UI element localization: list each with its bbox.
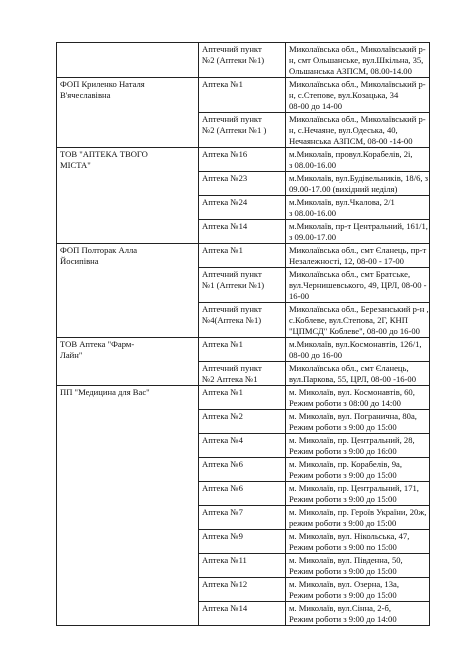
address-hours-cell-line: м.Миколаїв, провул.Корабелів, 2і, <box>289 149 413 159</box>
pharmacy-point-cell-line: Аптека №1 <box>202 245 243 255</box>
address-hours-cell-line: м. Миколаїв, пр. Центральний, 28, <box>289 435 415 445</box>
address-hours-cell-line: м. Миколаїв, вул. Південна, 50, <box>289 555 403 565</box>
address-hours-cell <box>286 554 430 578</box>
pharmacy-point-cell <box>199 386 286 410</box>
address-hours-cell-line: Режим роботи з 9:00 до 14:00 <box>289 614 397 624</box>
table-row <box>57 78 430 113</box>
pharmacy-point-cell-line: Аптечний пункт <box>202 363 262 373</box>
pharmacy-point-cell-line: Аптека №16 <box>202 149 248 159</box>
table-row <box>57 244 430 268</box>
address-hours-cell-line: Миколаївська обл., смт Єланець, пр-т <box>289 245 427 255</box>
address-hours-cell <box>286 362 430 386</box>
address-hours-cell <box>286 386 430 410</box>
pharmacy-point-cell-line: №2 (Аптеки №1 ) <box>202 125 267 135</box>
address-hours-cell-line: Режим роботи з 08:00 до 14:00 <box>289 398 401 408</box>
pharmacy-point-cell-line: Аптека №14 <box>202 603 248 613</box>
pharmacy-point-cell-line: Аптечний пункт <box>202 114 262 124</box>
organization-cell-line: ФОП Полторак Алла <box>60 245 138 255</box>
pharmacy-point-cell-line: Аптечний пункт <box>202 269 262 279</box>
address-hours-cell-line: Ольшанська АЗПСМ, 08.00-14.00 <box>289 66 412 76</box>
address-hours-cell-line: вул.Чернишевського, 49, ЦРЛ, 08-00 - <box>289 280 427 290</box>
pharmacy-point-cell <box>199 578 286 602</box>
address-hours-cell-line: з 08.00-16.00 <box>289 160 337 170</box>
pharmacy-point-cell-line: Аптечний пункт <box>202 44 262 54</box>
address-hours-cell-line: н, смт Ольшанське, вул.Шкільна, 35, <box>289 55 424 65</box>
organization-cell <box>57 78 199 148</box>
pharmacy-table-body <box>57 43 430 626</box>
pharmacy-point-cell-line: Аптека №14 <box>202 221 248 231</box>
address-hours-cell-line: м. Миколаїв, вул. Озерна, 13а, <box>289 579 399 589</box>
pharmacy-point-cell-line: Аптека №6 <box>202 483 243 493</box>
address-hours-cell <box>286 578 430 602</box>
address-hours-cell-line: м. Миколаїв, вул. Погранична, 80а, <box>289 411 417 421</box>
organization-cell-line: ФОП Криленко Наталя <box>60 79 145 89</box>
pharmacy-point-cell-line: Аптека №23 <box>202 173 248 183</box>
pharmacy-point-cell-line: Аптека №9 <box>202 531 243 541</box>
address-hours-cell <box>286 43 430 78</box>
table-row <box>57 338 430 362</box>
pharmacy-point-cell <box>199 148 286 172</box>
pharmacy-point-cell-line: Аптека №1 <box>202 387 243 397</box>
table-row <box>57 43 430 78</box>
pharmacy-point-cell <box>199 506 286 530</box>
organization-cell <box>57 338 199 386</box>
address-hours-cell-line: Режим роботи з 9:00 до 15:00 <box>289 566 397 576</box>
address-hours-cell-line: режим роботи з 9:00 до 15:00 <box>289 518 397 528</box>
organization-cell <box>57 148 199 244</box>
pharmacy-table <box>56 42 430 626</box>
address-hours-cell <box>286 220 430 244</box>
organization-cell <box>57 386 199 626</box>
organization-cell-line: ТОВ "АПТЕКА ТВОГО <box>60 149 148 159</box>
pharmacy-point-cell-line: Аптека №24 <box>202 197 248 207</box>
pharmacy-point-cell <box>199 172 286 196</box>
pharmacy-point-cell <box>199 113 286 148</box>
address-hours-cell-line: н, с.Степове, вул.Козацька, 34 <box>289 90 399 100</box>
organization-cell-line: МІСТА" <box>60 160 91 170</box>
address-hours-cell-line: н, с.Нечаяне, вул.Одеська, 40, <box>289 125 398 135</box>
organization-cell <box>57 43 199 78</box>
address-hours-cell-line: с.Коблеве, вул.Степова, 2Г, КНП <box>289 315 408 325</box>
address-hours-cell-line: 09.00-17.00 (вихідний неділя) <box>289 184 398 194</box>
address-hours-cell-line: м.Миколаїв, вул.Чкалова, 2/1 <box>289 197 395 207</box>
pharmacy-point-cell-line: Аптека №6 <box>202 459 243 469</box>
address-hours-cell-line: Режим роботи з 9:00 до 15:00 <box>289 422 397 432</box>
pharmacy-point-cell-line: Аптечний пункт <box>202 304 262 314</box>
address-hours-cell <box>286 434 430 458</box>
pharmacy-point-cell <box>199 78 286 113</box>
organization-cell-line: ТОВ Аптека "Фарм- <box>60 339 135 349</box>
address-hours-cell-line: Режим роботи з 9:00 до 15:00 <box>289 494 397 504</box>
address-hours-cell-line: Режим роботи з 9:00 по 15:00 <box>289 542 397 552</box>
address-hours-cell-line: Режим роботи з 9:00 до 15:00 <box>289 590 397 600</box>
address-hours-cell <box>286 268 430 303</box>
address-hours-cell-line: з 08.00-16.00 <box>289 208 337 218</box>
address-hours-cell-line: м.Миколаїв, вул.Космонавтів, 126/1, <box>289 339 422 349</box>
pharmacy-point-cell-line: Аптека №11 <box>202 555 247 565</box>
address-hours-cell-line: Миколаївська обл., смт Братське, <box>289 269 411 279</box>
pharmacy-point-cell-line: №1 (Аптеки №1) <box>202 280 265 290</box>
address-hours-cell-line: Незалежності, 12, 08-00 - 17-00 <box>289 256 404 266</box>
pharmacy-point-cell-line: Аптека №1 <box>202 339 243 349</box>
pharmacy-point-cell <box>199 43 286 78</box>
organization-cell-line: В'ячеславівна <box>60 90 111 100</box>
pharmacy-point-cell <box>199 482 286 506</box>
pharmacy-point-cell-line: Аптека №7 <box>202 507 243 517</box>
organization-cell-line: Лайн" <box>60 350 83 360</box>
address-hours-cell-line: м. Миколаїв, пр. Центральний, 171, <box>289 483 419 493</box>
address-hours-cell-line: м. Миколаїв, вул.Сінна, 2-б, <box>289 603 391 613</box>
address-hours-cell <box>286 303 430 338</box>
address-hours-cell <box>286 113 430 148</box>
pharmacy-point-cell <box>199 244 286 268</box>
address-hours-cell <box>286 196 430 220</box>
pharmacy-point-cell-line: №4(Аптека №1) <box>202 315 262 325</box>
organization-cell-line: ПП "Медицина для Вас" <box>60 387 150 397</box>
address-hours-cell-line: 16-00 <box>289 291 310 301</box>
pharmacy-point-cell <box>199 434 286 458</box>
address-hours-cell <box>286 338 430 362</box>
address-hours-cell-line: Миколаївська обл., Миколаївський р- <box>289 44 426 54</box>
address-hours-cell <box>286 458 430 482</box>
pharmacy-point-cell-line: Аптека №1 <box>202 79 243 89</box>
address-hours-cell-line: "ЦПМСД" Коблеве", 08-00 до 16-00 <box>289 326 420 336</box>
pharmacy-point-cell <box>199 410 286 434</box>
address-hours-cell-line: Режим роботи з 9:00 до 16:00 <box>289 446 397 456</box>
address-hours-cell <box>286 482 430 506</box>
address-hours-cell-line: Миколаївська обл., Миколаївський р- <box>289 114 426 124</box>
address-hours-cell <box>286 244 430 268</box>
pharmacy-point-cell <box>199 458 286 482</box>
address-hours-cell <box>286 78 430 113</box>
address-hours-cell-line: Миколаївська обл., Березанський р-н , <box>289 304 429 314</box>
pharmacy-point-cell <box>199 268 286 303</box>
pharmacy-point-cell <box>199 554 286 578</box>
address-hours-cell-line: м.Миколаїв, вул.Будівельників, 18/6, з <box>289 173 429 183</box>
address-hours-cell-line: м. Миколаїв, пр. Корабелів, 9а, <box>289 459 403 469</box>
address-hours-cell <box>286 410 430 434</box>
pharmacy-point-cell-line: №2 (Аптеки №1) <box>202 55 265 65</box>
organization-cell <box>57 244 199 338</box>
address-hours-cell-line: Нечаянська АЗПСМ, 08-00 -14-00 <box>289 136 413 146</box>
pharmacy-point-cell-line: Аптека №4 <box>202 435 243 445</box>
address-hours-cell-line: Миколаївська обл., смт Єланець, <box>289 363 409 373</box>
pharmacy-point-cell-line: Аптека №2 <box>202 411 243 421</box>
pharmacy-point-cell <box>199 220 286 244</box>
pharmacy-point-cell <box>199 303 286 338</box>
address-hours-cell-line: м. Миколаїв, вул. Космонавтів, 60, <box>289 387 415 397</box>
pharmacy-point-cell <box>199 602 286 626</box>
address-hours-cell-line: вул.Паркова, 55, ЦРЛ, 08-00 -16-00 <box>289 374 416 384</box>
address-hours-cell <box>286 148 430 172</box>
address-hours-cell-line: м. Миколаїв, вул. Нікольська, 47, <box>289 531 410 541</box>
pharmacy-point-cell <box>199 362 286 386</box>
organization-cell-line: Йосипівна <box>60 256 99 266</box>
address-hours-cell-line: Режим роботи з 9:00 до 15:00 <box>289 470 397 480</box>
address-hours-cell <box>286 506 430 530</box>
address-hours-cell-line: з 09.00-17.00 <box>289 232 337 242</box>
address-hours-cell-line: 08-00 до 14-00 <box>289 101 343 111</box>
address-hours-cell-line: м.Миколаїв, пр-т Центральний, 161/1, <box>289 221 428 231</box>
pharmacy-point-cell-line: Аптека №12 <box>202 579 248 589</box>
table-row <box>57 148 430 172</box>
address-hours-cell <box>286 602 430 626</box>
address-hours-cell <box>286 530 430 554</box>
pharmacy-point-cell-line: №2 Аптека №1 <box>202 374 258 384</box>
table-row <box>57 386 430 410</box>
address-hours-cell-line: Миколаївська обл., Миколаївський р- <box>289 79 426 89</box>
pharmacy-point-cell <box>199 530 286 554</box>
address-hours-cell-line: м. Миколаїв, пр. Героїв України, 20ж, <box>289 507 427 517</box>
address-hours-cell-line: 08-00 до 16-00 <box>289 350 343 360</box>
pharmacy-point-cell <box>199 338 286 362</box>
address-hours-cell <box>286 172 430 196</box>
pharmacy-point-cell <box>199 196 286 220</box>
